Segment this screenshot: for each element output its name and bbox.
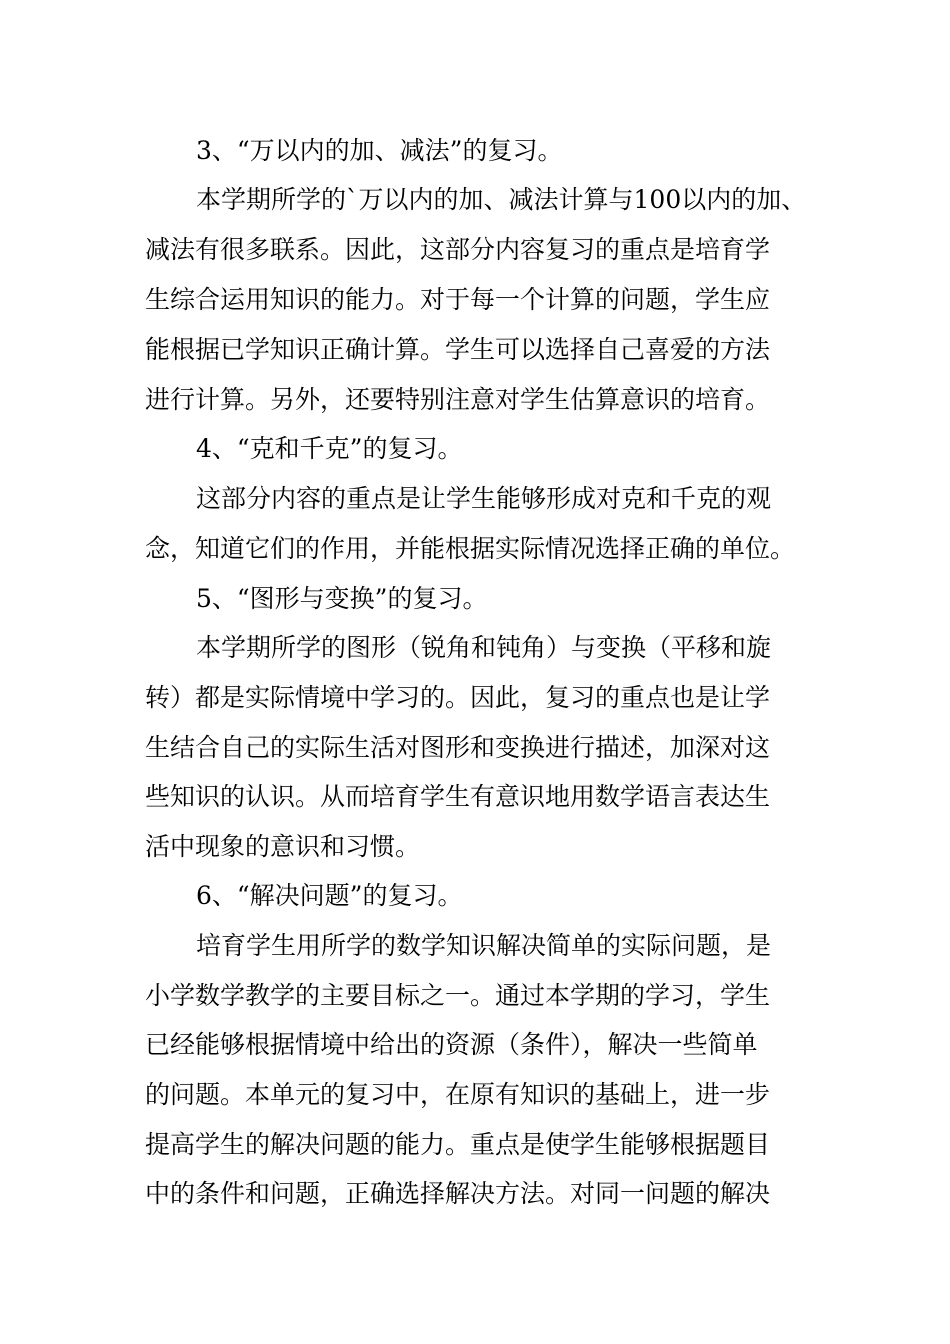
section-heading-5: 5、“图形与变换”的复习。 <box>196 584 488 613</box>
paragraph-line: 减法有很多联系。因此，这部分内容复习的重点是培育学 <box>145 235 771 264</box>
paragraph-line: 这部分内容的重点是让学生能够形成对克和千克的观 <box>196 484 772 513</box>
paragraph-line: 念，知道它们的作用，并能根据实际情况选择正确的单位。 <box>145 534 796 563</box>
section-heading-6: 6、“解决问题”的复习。 <box>196 881 463 910</box>
paragraph-line: 本学期所学的`万以内的加、减法计算与100以内的加、 <box>196 185 807 214</box>
section-heading-4: 4、“克和千克”的复习。 <box>196 434 463 463</box>
paragraph-line: 的问题。本单元的复习中，在原有知识的基础上，进一步 <box>145 1080 771 1109</box>
paragraph-line: 中的条件和问题，正确选择解决方法。对同一问题的解决 <box>145 1179 771 1208</box>
paragraph-line: 生综合运用知识的能力。对于每一个计算的问题，学生应 <box>145 285 771 314</box>
paragraph-line: 已经能够根据情境中给出的资源（条件），解决一些简单 <box>145 1030 758 1059</box>
paragraph-line: 培育学生用所学的数学知识解决简单的实际问题，是 <box>196 931 772 960</box>
paragraph-line: 本学期所学的图形（锐角和钝角）与变换（平移和旋 <box>196 633 772 662</box>
paragraph-line: 提高学生的解决问题的能力。重点是使学生能够根据题目 <box>145 1130 771 1159</box>
paragraph-line: 活中现象的意识和习惯。 <box>145 832 421 861</box>
paragraph-line: 能根据已学知识正确计算。学生可以选择自己喜爱的方法 <box>145 335 771 364</box>
paragraph-line: 进行计算。另外，还要特别注意对学生估算意识的培育。 <box>145 385 771 414</box>
paragraph-line: 转）都是实际情境中学习的。因此，复习的重点也是让学 <box>145 683 771 712</box>
paragraph-line: 小学数学教学的主要目标之一。通过本学期的学习，学生 <box>145 981 771 1010</box>
paragraph-line: 生结合自己的实际生活对图形和变换进行描述，加深对这 <box>145 733 771 762</box>
paragraph-line: 些知识的认识。从而培育学生有意识地用数学语言表达生 <box>145 782 771 811</box>
section-heading-3: 3、“万以内的加、减法”的复习。 <box>196 136 563 165</box>
